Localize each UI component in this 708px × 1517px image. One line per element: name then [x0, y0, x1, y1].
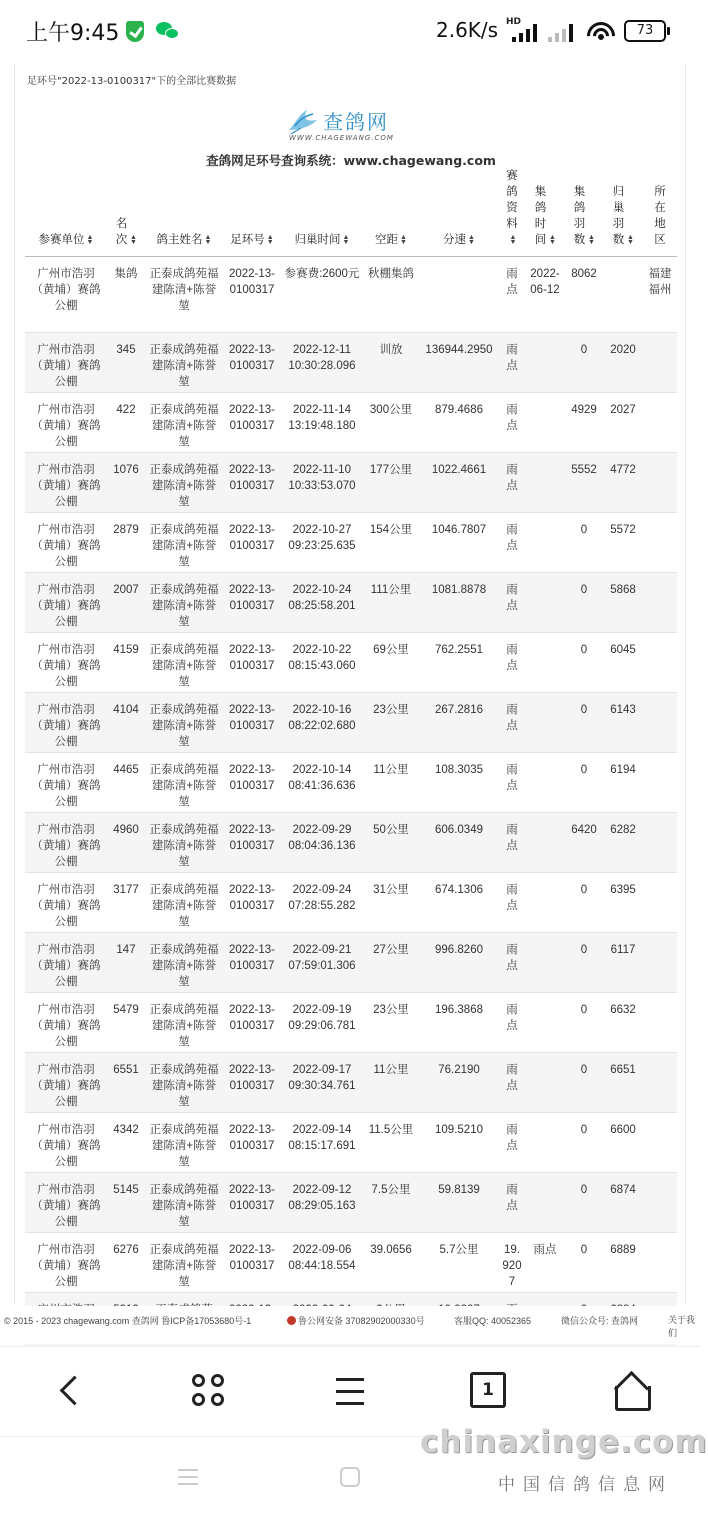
column-header-label: 分速	[443, 234, 466, 246]
table-cell: 正泰成鸽苑福建陈清+陈誉堃	[145, 453, 223, 513]
table-cell: 2022-13-0100317	[223, 453, 281, 513]
table-cell: 879.4686	[419, 393, 499, 453]
table-cell: 2022-09-21 07:59:01.306	[281, 933, 363, 993]
column-header[interactable]	[223, 168, 281, 257]
table-cell: 2022-12-11 10:30:28.096	[281, 333, 363, 393]
table-cell: 雨点	[499, 693, 525, 753]
table-cell: 7.5公里	[363, 1173, 419, 1233]
table-cell	[525, 933, 565, 993]
table-cell	[643, 1113, 677, 1173]
table-cell: 422	[107, 393, 145, 453]
table-cell: 606.0349	[419, 813, 499, 873]
police-badge-icon	[287, 1316, 296, 1325]
table-cell	[643, 933, 677, 993]
copyright-text: © 2015 - 2023 chagewang.com 查鸽网 鲁ICP备17053680号-1	[4, 1316, 252, 1326]
sort-icon[interactable]: ▲ ▼	[204, 233, 212, 246]
table-cell	[643, 333, 677, 393]
column-header[interactable]	[107, 168, 145, 257]
table-cell: 广州市浩羽（黄埔）赛鸽公棚	[25, 753, 107, 813]
table-cell: 6600	[603, 1113, 643, 1173]
column-header-label: 所在地区	[654, 186, 666, 246]
table-cell: 1081.8878	[419, 573, 499, 633]
table-cell	[525, 633, 565, 693]
table-cell	[643, 1173, 677, 1233]
table-cell: 2020	[603, 333, 643, 393]
table-cell: 147	[107, 933, 145, 993]
table-cell: 0	[565, 933, 603, 993]
table-cell: 雨点	[499, 933, 525, 993]
table-cell: 雨点	[499, 333, 525, 393]
pigeon-logo-icon	[287, 104, 321, 138]
table-cell	[525, 453, 565, 513]
table-cell: 0	[565, 873, 603, 933]
table-cell: 2022-13-0100317	[223, 257, 281, 333]
shield-check-icon	[126, 21, 144, 42]
table-cell	[525, 993, 565, 1053]
column-header[interactable]	[25, 168, 107, 257]
table-row	[25, 873, 677, 933]
table-cell: 2022-13-0100317	[223, 513, 281, 573]
web-page	[14, 64, 686, 1304]
table-cell: 6282	[603, 813, 643, 873]
table-cell: 4960	[107, 813, 145, 873]
table-cell: 0	[565, 513, 603, 573]
table-row	[25, 513, 677, 573]
table-cell: 5868	[603, 573, 643, 633]
table-cell: 0	[565, 1233, 603, 1293]
table-cell: 正泰成鸽苑福建陈清+陈誉堃	[145, 1113, 223, 1173]
watermark-cn: 中国信鸽信息网	[498, 1475, 673, 1495]
table-cell: 正泰成鸽苑福建陈清+陈誉堃	[145, 1233, 223, 1293]
column-header[interactable]	[363, 168, 419, 257]
table-cell: 广州市浩羽（黄埔）赛鸽公棚	[25, 1233, 107, 1293]
table-cell: 广州市浩羽（黄埔）赛鸽公棚	[25, 933, 107, 993]
table-cell: 136944.2950	[419, 333, 499, 393]
table-cell: 31公里	[363, 873, 419, 933]
status-bar	[0, 0, 700, 64]
table-cell: 762.2551	[419, 633, 499, 693]
column-header[interactable]	[281, 168, 363, 257]
column-header-label: 集鸽时间	[534, 186, 547, 246]
table-cell: 2022-10-16 08:22:02.680	[281, 693, 363, 753]
table-cell: 广州市浩羽（黄埔）赛鸽公棚	[25, 513, 107, 573]
table-cell: 2022-13-0100317	[223, 333, 281, 393]
table-cell	[525, 1113, 565, 1173]
table-row	[25, 453, 677, 513]
table-cell: 6117	[603, 933, 643, 993]
table-row	[25, 1053, 677, 1113]
table-cell	[643, 993, 677, 1053]
logo-text: 查鸽网	[323, 110, 389, 134]
table-cell: 雨点	[499, 453, 525, 513]
table-cell: 5.7公里	[419, 1233, 499, 1293]
table-cell: 雨点	[499, 393, 525, 453]
system-home-icon[interactable]	[340, 1467, 360, 1487]
home-icon[interactable]	[611, 1372, 651, 1412]
table-cell: 2022-13-0100317	[223, 573, 281, 633]
table-cell: 2022-13-0100317	[223, 753, 281, 813]
table-cell	[525, 573, 565, 633]
table-cell: 19.9207	[499, 1233, 525, 1293]
table-cell	[525, 513, 565, 573]
table-cell: 59.8139	[419, 1173, 499, 1233]
table-cell	[525, 1053, 565, 1113]
table-cell: 5145	[107, 1173, 145, 1233]
table-cell: 2027	[603, 393, 643, 453]
back-icon[interactable]	[50, 1372, 90, 1412]
table-cell	[643, 693, 677, 753]
about-link[interactable]: 关于我们	[668, 1315, 696, 1338]
site-heading: 查鸽网足环号查询系统：www.chagewang.com	[206, 153, 496, 168]
table-cell	[643, 633, 677, 693]
table-cell: 正泰成鸽苑福建陈清+陈誉堃	[145, 633, 223, 693]
table-cell: 6143	[603, 693, 643, 753]
table-cell: 雨点	[499, 873, 525, 933]
table-cell: 23公里	[363, 693, 419, 753]
table-cell: 2022-13-0100317	[223, 633, 281, 693]
column-header-label: 鸽主姓名	[156, 234, 203, 246]
table-cell: 正泰成鸽苑福建陈清+陈誉堃	[145, 333, 223, 393]
logo-url: WWW.CHAGEWANG.COM	[289, 134, 394, 142]
table-cell: 111公里	[363, 573, 419, 633]
signal-icon	[548, 24, 578, 42]
table-cell: 27公里	[363, 933, 419, 993]
sort-icon[interactable]: ▲ ▼	[509, 233, 517, 246]
table-row	[25, 693, 677, 753]
table-cell: 0	[565, 1113, 603, 1173]
table-cell: 0	[565, 633, 603, 693]
table-cell: 8062	[565, 257, 603, 333]
table-cell: 69公里	[363, 633, 419, 693]
table-cell: 广州市浩羽（黄埔）赛鸽公棚	[25, 693, 107, 753]
table-row	[25, 333, 677, 393]
wechat-icon	[156, 22, 180, 40]
menu-icon[interactable]	[330, 1372, 370, 1412]
table-cell: 6045	[603, 633, 643, 693]
table-row	[25, 633, 677, 693]
table-cell: 2022-10-27 09:23:25.635	[281, 513, 363, 573]
sort-icon[interactable]: ▲ ▼	[468, 233, 475, 246]
extensions-icon[interactable]	[190, 1372, 230, 1412]
table-cell: 5572	[603, 513, 643, 573]
table-row	[25, 1233, 677, 1293]
column-header[interactable]	[419, 168, 499, 257]
table-cell: 雨点	[499, 1113, 525, 1173]
table-cell: 正泰成鸽苑福建陈清+陈誉堃	[145, 933, 223, 993]
table-cell: 雨点	[499, 753, 525, 813]
sort-icon[interactable]: ▲ ▼	[549, 233, 556, 246]
table-cell: 2022-13-0100317	[223, 873, 281, 933]
column-header[interactable]	[525, 168, 565, 257]
table-cell: 4342	[107, 1113, 145, 1173]
table-cell: 0	[565, 573, 603, 633]
table-cell	[643, 573, 677, 633]
table-row	[25, 257, 677, 333]
table-cell: 2022-06-12	[525, 257, 565, 333]
table-body	[25, 257, 677, 1353]
table-cell: 2022-09-06 08:44:18.554	[281, 1233, 363, 1293]
table-cell: 1076	[107, 453, 145, 513]
table-cell: 福建福州	[643, 257, 677, 333]
table-cell: 正泰成鸽苑福建陈清+陈誉堃	[145, 1053, 223, 1113]
table-cell: 正泰成鸽苑福建陈清+陈誉堃	[145, 753, 223, 813]
table-cell	[643, 1053, 677, 1113]
table-row	[25, 1113, 677, 1173]
column-header[interactable]	[643, 168, 677, 257]
sort-icon[interactable]: ▲ ▼	[627, 233, 634, 246]
table-cell: 6395	[603, 873, 643, 933]
clock: 上午9:45	[26, 21, 120, 46]
table-cell: 0	[565, 333, 603, 393]
police-record[interactable]	[287, 1314, 425, 1327]
site-footer	[0, 1306, 700, 1344]
table-cell: 雨点	[525, 1233, 565, 1293]
table-cell: 6651	[603, 1053, 643, 1113]
table-header-row	[25, 168, 677, 257]
table-row	[25, 933, 677, 993]
table-cell: 6420	[565, 813, 603, 873]
table-cell: 11.5公里	[363, 1113, 419, 1173]
table-cell: 2022-11-14 13:19:48.180	[281, 393, 363, 453]
table-cell: 0	[565, 1173, 603, 1233]
table-cell: 2022-13-0100317	[223, 1113, 281, 1173]
table-cell: 正泰成鸽苑福建陈清+陈誉堃	[145, 573, 223, 633]
table-cell: 996.8260	[419, 933, 499, 993]
table-row	[25, 993, 677, 1053]
table-cell: 1022.4661	[419, 453, 499, 513]
recent-apps-icon[interactable]	[178, 1469, 198, 1485]
watermark-en: chinaxinge.com	[420, 1424, 708, 1460]
table-cell: 广州市浩羽（黄埔）赛鸽公棚	[25, 393, 107, 453]
table-cell	[525, 1173, 565, 1233]
table-cell	[525, 693, 565, 753]
hd-badge: HD	[506, 17, 522, 27]
table-cell: 参赛费:2600元	[281, 257, 363, 333]
column-header-label: 名次	[115, 218, 128, 246]
table-cell	[525, 813, 565, 873]
table-cell: 5479	[107, 993, 145, 1053]
table-cell: 4465	[107, 753, 145, 813]
table-cell	[643, 753, 677, 813]
table-cell: 正泰成鸽苑福建陈清+陈誉堃	[145, 993, 223, 1053]
table-cell: 177公里	[363, 453, 419, 513]
table-cell: 2022-09-12 08:29:05.163	[281, 1173, 363, 1233]
table-cell: 2022-09-14 08:15:17.691	[281, 1113, 363, 1173]
table-cell: 2022-09-17 09:30:34.761	[281, 1053, 363, 1113]
table-cell	[643, 813, 677, 873]
table-cell: 2022-13-0100317	[223, 1053, 281, 1113]
column-header[interactable]	[145, 168, 223, 257]
table-cell	[525, 753, 565, 813]
table-cell: 6889	[603, 1233, 643, 1293]
table-cell: 正泰成鸽苑福建陈清+陈誉堃	[145, 693, 223, 753]
table-cell: 0	[565, 993, 603, 1053]
table-cell: 674.1306	[419, 873, 499, 933]
column-header[interactable]	[499, 168, 525, 257]
table-cell: 6551	[107, 1053, 145, 1113]
table-cell: 2022-09-24 07:28:55.282	[281, 873, 363, 933]
column-header-label: 赛鸽资料	[506, 170, 518, 230]
table-cell: 300公里	[363, 393, 419, 453]
column-header-label: 空距	[375, 234, 398, 246]
table-cell: 雨点	[499, 813, 525, 873]
sort-icon[interactable]: ▲ ▼	[400, 233, 407, 246]
qq-contact: 客服QQ: 40052365	[454, 1316, 532, 1326]
table-cell	[603, 257, 643, 333]
sort-icon[interactable]: ▲ ▼	[266, 233, 274, 246]
table-cell: 267.2816	[419, 693, 499, 753]
table-cell: 广州市浩羽（黄埔）赛鸽公棚	[25, 993, 107, 1053]
table-cell: 2022-09-29 08:04:36.136	[281, 813, 363, 873]
sort-icon[interactable]: ▲ ▼	[130, 233, 137, 246]
table-cell: 正泰成鸽苑福建陈清+陈誉堃	[145, 513, 223, 573]
column-header-label: 参赛单位	[38, 234, 85, 246]
table-cell: 6194	[603, 753, 643, 813]
table-cell: 2022-13-0100317	[223, 993, 281, 1053]
table-cell	[643, 1233, 677, 1293]
table-cell	[525, 333, 565, 393]
table-row	[25, 1173, 677, 1233]
table-cell: 11公里	[363, 1053, 419, 1113]
table-cell: 广州市浩羽（黄埔）赛鸽公棚	[25, 873, 107, 933]
column-header-label: 归巢时间	[294, 234, 341, 246]
table-row	[25, 813, 677, 873]
table-cell: 0	[565, 693, 603, 753]
table-cell: 4772	[603, 453, 643, 513]
table-cell: 0	[565, 1053, 603, 1113]
tabs-icon[interactable]: 1	[470, 1372, 506, 1408]
table-cell: 6276	[107, 1233, 145, 1293]
table-cell	[643, 453, 677, 513]
table-cell: 广州市浩羽（黄埔）赛鸽公棚	[25, 1113, 107, 1173]
wifi-icon	[586, 18, 616, 42]
table-cell: 2022-10-24 08:25:58.201	[281, 573, 363, 633]
table-cell: 2022-10-22 08:15:43.060	[281, 633, 363, 693]
column-header-label: 足环号	[230, 234, 265, 246]
table-cell	[643, 873, 677, 933]
table-cell: 6874	[603, 1173, 643, 1233]
table-cell: 正泰成鸽苑福建陈清+陈誉堃	[145, 1173, 223, 1233]
table-cell: 0	[565, 753, 603, 813]
table-cell: 4929	[565, 393, 603, 453]
table-cell: 6632	[603, 993, 643, 1053]
table-cell: 雨点	[499, 993, 525, 1053]
table-cell: 76.2190	[419, 1053, 499, 1113]
table-cell: 秋棚集鸽	[363, 257, 419, 333]
table-cell: 3177	[107, 873, 145, 933]
table-cell: 50公里	[363, 813, 419, 873]
table-cell: 广州市浩羽（黄埔）赛鸽公棚	[25, 813, 107, 873]
sort-icon[interactable]: ▲ ▼	[342, 233, 350, 246]
table-cell: 正泰成鸽苑福建陈清+陈誉堃	[145, 257, 223, 333]
network-speed: 2.6K/s	[436, 18, 499, 42]
race-results-table	[25, 168, 677, 1353]
table-cell: 雨点	[499, 257, 525, 333]
table-cell: 广州市浩羽（黄埔）赛鸽公棚	[25, 1173, 107, 1233]
table-cell: 雨点	[499, 633, 525, 693]
table-cell: 正泰成鸽苑福建陈清+陈誉堃	[145, 813, 223, 873]
table-cell: 2022-13-0100317	[223, 693, 281, 753]
table-cell: 广州市浩羽（黄埔）赛鸽公棚	[25, 633, 107, 693]
table-cell: 集鸽	[107, 257, 145, 333]
table-cell: 2022-09-19 09:29:06.781	[281, 993, 363, 1053]
table-cell: 2022-11-10 10:33:53.070	[281, 453, 363, 513]
table-cell: 108.3035	[419, 753, 499, 813]
table-cell: 4159	[107, 633, 145, 693]
table-cell: 训放	[363, 333, 419, 393]
table-cell: 196.3868	[419, 993, 499, 1053]
table-cell: 广州市浩羽（黄埔）赛鸽公棚	[25, 1053, 107, 1113]
site-logo[interactable]	[287, 102, 417, 146]
table-cell: 2022-13-0100317	[223, 1233, 281, 1293]
table-row	[25, 393, 677, 453]
wechat-account: 微信公众号: 查鸽网	[561, 1316, 639, 1326]
table-cell	[643, 393, 677, 453]
table-cell: 109.5210	[419, 1113, 499, 1173]
table-cell: 5552	[565, 453, 603, 513]
table-cell: 雨点	[499, 1053, 525, 1113]
battery-icon: 73	[624, 20, 666, 42]
page-title: 足环号"2022-13-0100317"下的全部比赛数据	[27, 76, 237, 87]
signal-icon	[512, 24, 542, 42]
table-row	[25, 573, 677, 633]
table-cell: 2022-13-0100317	[223, 813, 281, 873]
column-header[interactable]	[565, 168, 603, 257]
table-cell: 广州市浩羽（黄埔）赛鸽公棚	[25, 573, 107, 633]
table-cell: 1046.7807	[419, 513, 499, 573]
table-cell: 雨点	[499, 513, 525, 573]
column-header-label: 集鸽羽数	[573, 186, 586, 246]
table-cell: 2022-13-0100317	[223, 1173, 281, 1233]
sort-icon[interactable]: ▲ ▼	[86, 233, 94, 246]
table-cell: 2022-10-14 08:41:36.636	[281, 753, 363, 813]
table-row	[25, 753, 677, 813]
table-cell: 2022-13-0100317	[223, 393, 281, 453]
table-cell: 2022-13-0100317	[223, 933, 281, 993]
table-cell	[643, 513, 677, 573]
table-cell: 雨点	[499, 1173, 525, 1233]
table-cell: 345	[107, 333, 145, 393]
table-cell	[525, 393, 565, 453]
table-cell: 广州市浩羽（黄埔）赛鸽公棚	[25, 257, 107, 333]
table-cell	[525, 873, 565, 933]
police-record-text: 鲁公网安备 37082902000330号	[298, 1316, 425, 1326]
table-cell	[419, 257, 499, 333]
sort-icon[interactable]: ▲ ▼	[588, 233, 595, 246]
table-cell: 正泰成鸽苑福建陈清+陈誉堃	[145, 873, 223, 933]
table-cell: 154公里	[363, 513, 419, 573]
table-cell: 23公里	[363, 993, 419, 1053]
table-cell: 雨点	[499, 573, 525, 633]
table-cell: 11公里	[363, 753, 419, 813]
table-cell: 2879	[107, 513, 145, 573]
browser-toolbar	[0, 1346, 700, 1436]
table-cell: 广州市浩羽（黄埔）赛鸽公棚	[25, 453, 107, 513]
table-cell: 4104	[107, 693, 145, 753]
table-cell: 2007	[107, 573, 145, 633]
table-cell: 39.0656	[363, 1233, 419, 1293]
table-cell: 正泰成鸽苑福建陈清+陈誉堃	[145, 393, 223, 453]
table-cell: 广州市浩羽（黄埔）赛鸽公棚	[25, 333, 107, 393]
column-header-label: 归巢羽数	[612, 186, 625, 246]
column-header[interactable]	[603, 168, 643, 257]
